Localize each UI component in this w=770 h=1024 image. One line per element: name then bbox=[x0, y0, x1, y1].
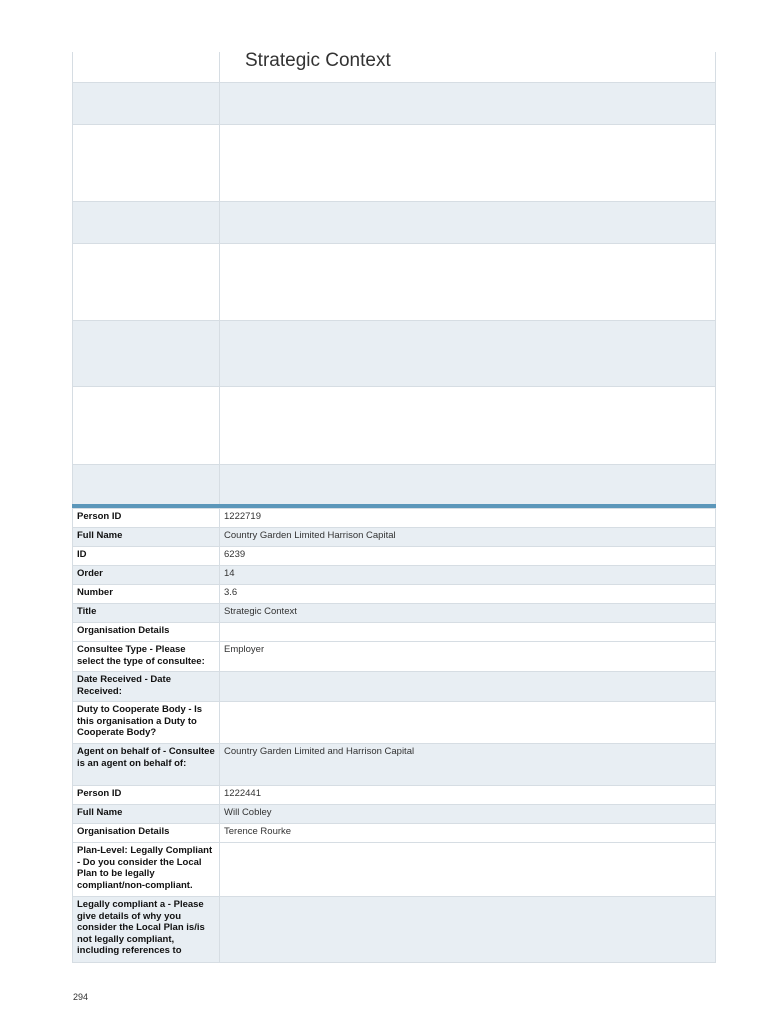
field-label: Date Received - Date Received: bbox=[73, 672, 220, 702]
field-value: 1222719 bbox=[220, 509, 716, 528]
blank-cell bbox=[220, 201, 716, 243]
blank-cell bbox=[220, 386, 716, 464]
blank-cell bbox=[220, 124, 716, 201]
blank-cell bbox=[73, 464, 220, 504]
field-value: 6239 bbox=[220, 547, 716, 566]
field-label: ID bbox=[73, 547, 220, 566]
blank-cell bbox=[220, 464, 716, 504]
record-table bbox=[72, 508, 716, 963]
section-heading: Strategic Context bbox=[220, 52, 716, 82]
field-value: Country Garden Limited and Harrison Capital bbox=[220, 744, 716, 786]
field-label: Duty to Cooperate Body - Is this organisation a Duty to Cooperate Body? bbox=[73, 702, 220, 744]
field-value: Terence Rourke bbox=[220, 824, 716, 843]
field-label: Agent on behalf of - Consultee is an agent on behalf of: bbox=[73, 744, 220, 786]
page-number: 294 bbox=[73, 992, 89, 1002]
field-value bbox=[220, 702, 716, 744]
field-value: Employer bbox=[220, 642, 716, 672]
blank-cell bbox=[73, 124, 220, 201]
field-value bbox=[220, 843, 716, 897]
field-label: Organisation Details bbox=[73, 623, 220, 642]
blank-cell bbox=[220, 243, 716, 320]
document-page bbox=[72, 52, 716, 963]
field-value: Will Cobley bbox=[220, 805, 716, 824]
field-value: 14 bbox=[220, 566, 716, 585]
field-label: Person ID bbox=[73, 509, 220, 528]
blank-cell bbox=[73, 201, 220, 243]
blank-cell bbox=[220, 320, 716, 386]
field-label: Person ID bbox=[73, 786, 220, 805]
blank-cell bbox=[73, 82, 220, 124]
blank-cell bbox=[73, 243, 220, 320]
field-label: Organisation Details bbox=[73, 824, 220, 843]
field-label: Consultee Type - Please select the type of consultee: bbox=[73, 642, 220, 672]
field-value bbox=[220, 623, 716, 642]
field-value: Strategic Context bbox=[220, 604, 716, 623]
blank-cell bbox=[73, 52, 220, 82]
field-label: Title bbox=[73, 604, 220, 623]
field-label: Order bbox=[73, 566, 220, 585]
field-value: Country Garden Limited Harrison Capital bbox=[220, 528, 716, 547]
field-value bbox=[220, 672, 716, 702]
field-label: Plan-Level: Legally Compliant - Do you consider the Local Plan to be legally compliant/non-compliant. bbox=[73, 843, 220, 897]
blank-cell bbox=[73, 386, 220, 464]
field-label: Full Name bbox=[73, 528, 220, 547]
field-value: 1222441 bbox=[220, 786, 716, 805]
blank-cell bbox=[220, 82, 716, 124]
field-label: Number bbox=[73, 585, 220, 604]
field-value: 3.6 bbox=[220, 585, 716, 604]
blank-cell bbox=[73, 320, 220, 386]
field-label: Full Name bbox=[73, 805, 220, 824]
field-value bbox=[220, 897, 716, 963]
field-label: Legally compliant a - Please give details of why you consider the Local Plan is/is not legally compliant, including references to bbox=[73, 897, 220, 963]
previous-record-table bbox=[72, 52, 716, 504]
